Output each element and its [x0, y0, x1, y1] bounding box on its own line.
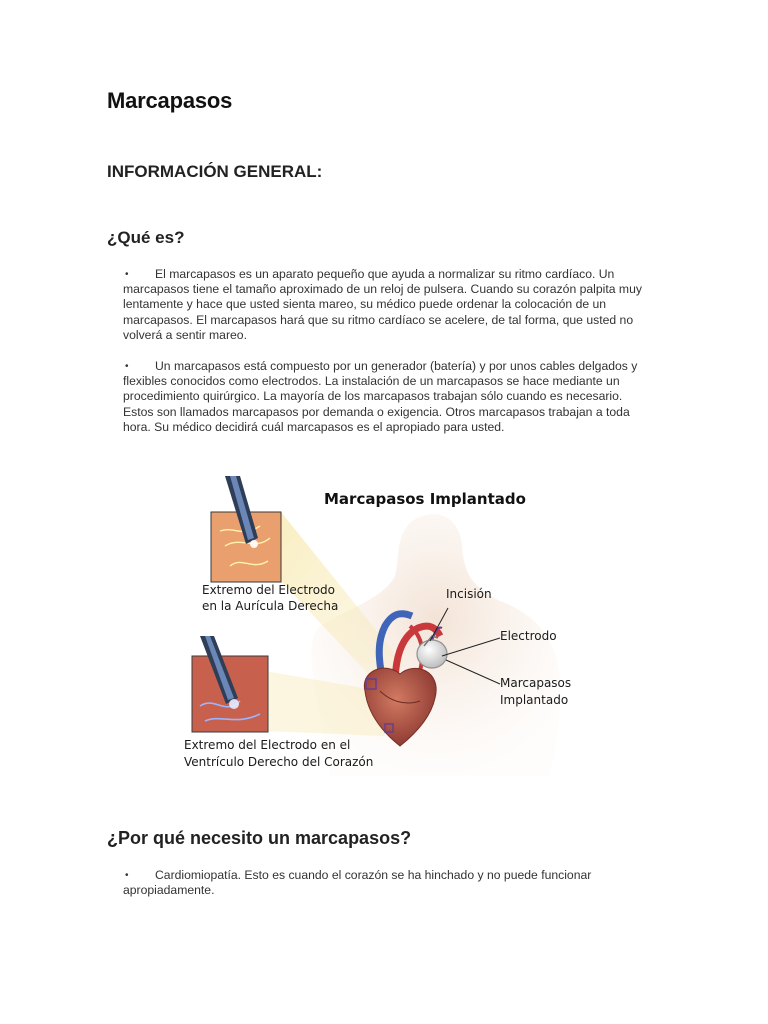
- label-electrode: Electrodo: [500, 629, 557, 643]
- atrium-inset: [211, 476, 281, 582]
- paragraph-text: Un marcapasos está compuesto por un generador (batería) y por unos cables delgados y flexibles conocidos como electrodos. La instalación de un marcapasos se hace mediante un procedimiento quirúrgico. La mayoría de los marcapasos trabajan sólo cuando es necesario. Estos son llamados marcapasos por demanda o exigencia. Otros marcapasos trabajan a toda hora. Su médico decidirá cuál marcapasos es el apropiado para usted.: [123, 359, 638, 434]
- label-ventricle-line-2: Ventrículo Derecho del Corazón: [184, 755, 374, 769]
- paragraph-reason: [123, 868, 648, 898]
- ventricle-inset: [192, 636, 268, 732]
- paragraph-text: El marcapasos es un aparato pequeño que ayuda a normalizar su ritmo cardíaco. Un marcapasos tiene el tamaño aproximado de un reloj de pulsera. Cuando su corazón palpita muy lentamente y hace que usted sienta mareo, su médico puede ordenar la colocación de un marcapasos. El marcapasos hará que su ritmo cardíaco se acelere, de tal forma, que usted no volverá a sentir mareo.: [123, 267, 642, 342]
- figure-title: Marcapasos Implantado: [324, 490, 526, 508]
- label-ventricle-line-1: Extremo del Electrodo en el: [184, 738, 351, 752]
- label-incision: Incisión: [446, 587, 492, 601]
- paragraph-composition: [123, 359, 648, 435]
- question-heading-why: ¿Por qué necesito un marcapasos?: [107, 828, 412, 848]
- bullet-icon: •: [125, 361, 129, 372]
- paragraph-definition: [123, 267, 648, 343]
- label-pacemaker-line-1: Marcapasos: [500, 676, 572, 690]
- bullet-icon: •: [125, 269, 129, 280]
- pacemaker-diagram-graphic: [180, 476, 590, 776]
- page-title: Marcapasos: [107, 88, 233, 113]
- paragraph-text: Cardiomiopatía. Esto es cuando el corazón se ha hinchado y no puede funcionar apropiadamente.: [123, 868, 592, 898]
- bullet-icon: •: [125, 870, 129, 881]
- label-atrium-line-2: en la Aurícula Derecha: [202, 599, 339, 613]
- question-heading-what-is: ¿Qué es?: [107, 228, 185, 247]
- pacemaker-illustration: [180, 476, 590, 776]
- label-pacemaker-line-2: Implantado: [500, 693, 569, 707]
- section-heading: INFORMACIÓN GENERAL:: [107, 162, 323, 181]
- label-atrium-line-1: Extremo del Electrodo: [202, 583, 336, 597]
- pacemaker-device-graphic: [417, 640, 447, 668]
